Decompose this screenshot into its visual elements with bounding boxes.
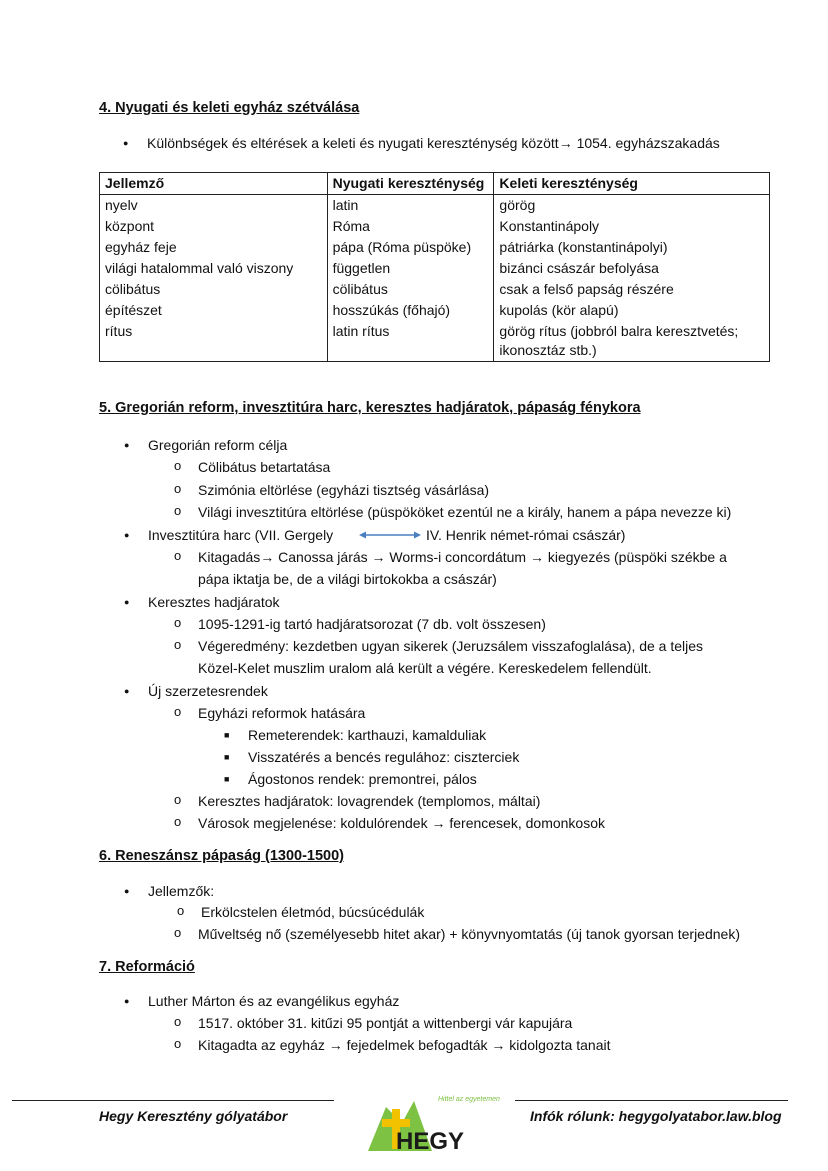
- list-item: o Cölibátus betartatása: [198, 458, 330, 476]
- list-item: o Műveltség nő (személyesebb hitet akar) + könyvnyomtatás (új tanok gyorsan terjednek): [198, 925, 740, 943]
- table-cell: világi hatalommal való viszony: [100, 258, 328, 279]
- table-row: [100, 237, 770, 258]
- list-item: o Kitagadás→ Canossa járás → Worms-i concordátum → kiegyezés (püspöki székbe a: [198, 548, 727, 566]
- table-cell: egyház feje: [100, 237, 328, 258]
- table-cell: cölibátus: [100, 279, 328, 300]
- list-item-continuation: IV. Henrik német-római császár): [426, 527, 626, 543]
- table-header-cell: Keleti kereszténység: [494, 173, 770, 195]
- table-row: [100, 279, 770, 300]
- list-item: ● Gregorián reform célja: [148, 436, 287, 454]
- table-cell: latin: [327, 195, 494, 217]
- table-cell: cölibátus: [327, 279, 494, 300]
- section-5-title: 5. Gregorián reform, invesztitúra harc, keresztes hadjáratok, pápaság fénykora: [99, 400, 641, 416]
- list-item: o 1517. október 31. kitűzi 95 pontját a wittenbergi vár kapujára: [198, 1014, 572, 1032]
- list-item: o Keresztes hadjáratok: lovagrendek (templomos, máltai): [198, 792, 540, 810]
- list-item: ■ Remeterendek: karthauzi, kamalduliak: [248, 726, 486, 744]
- list-item: o Városok megjelenése: koldulórendek → ferencesek, domonkosok: [198, 814, 605, 832]
- footer-left-text: Hegy Keresztény gólyatábor: [99, 1108, 288, 1124]
- list-item-continuation: Közel-Kelet muszlim uralom alá került a végére. Kereskedelem fellendült.: [198, 660, 652, 676]
- list-item: ● Keresztes hadjáratok: [148, 593, 280, 611]
- list-item: o Világi invesztitúra eltörlése (püspököket ezentúl ne a király, hanem a pápa nevezze ki): [198, 503, 731, 521]
- table-cell: Konstantinápoly: [494, 216, 770, 237]
- table-cell: nyelv: [100, 195, 328, 217]
- table-cell: görög: [494, 195, 770, 217]
- list-item: o Szimónia eltörlése (egyházi tisztség vásárlása): [198, 481, 489, 499]
- list-item: o Erkölcstelen életmód, búcsúcédulák: [201, 903, 424, 921]
- section-6-title: 6. Reneszánsz pápaság (1300-1500): [99, 848, 345, 864]
- arrow-icon: →: [558, 135, 573, 151]
- hegy-logo-icon: [366, 1087, 500, 1155]
- table-cell: bizánci császár befolyása: [494, 258, 770, 279]
- double-arrow-icon: [358, 528, 422, 542]
- list-item: ● Új szerzetesrendek: [148, 682, 268, 700]
- table-row: [100, 321, 770, 362]
- footer-rule-left: [12, 1100, 334, 1101]
- table-cell: független: [327, 258, 494, 279]
- list-item: ■ Ágostonos rendek: premontrei, pálos: [248, 770, 477, 788]
- table-cell: pápa (Róma püspöke): [327, 237, 494, 258]
- list-item: ● Luther Márton és az evangélikus egyház: [148, 992, 399, 1010]
- table-header-cell: Jellemző: [100, 173, 328, 195]
- table-cell: latin rítus: [327, 321, 494, 362]
- table-cell: hosszúkás (főhajó): [327, 300, 494, 321]
- section-7-title: 7. Reformáció: [99, 959, 195, 975]
- list-item: o Egyházi reformok hatására: [198, 704, 365, 722]
- footer-right-text: Infók rólunk: hegygolyatabor.law.blog: [530, 1108, 782, 1124]
- table-cell: rítus: [100, 321, 328, 362]
- list-item: ● Jellemzők:: [148, 882, 214, 900]
- table-cell: csak a felső papság részére: [494, 279, 770, 300]
- list-item: ■ Visszatérés a bencés regulához: ciszterciek: [248, 748, 519, 766]
- table-row: [100, 258, 770, 279]
- list-item: o 1095-1291-ig tartó hadjáratsorozat (7 db. volt összesen): [198, 615, 546, 633]
- table-cell: építészet: [100, 300, 328, 321]
- table-row: [100, 216, 770, 237]
- table-cell: kupolás (kör alapú): [494, 300, 770, 321]
- logo-tagline: Hittel az egyetemen: [438, 1096, 500, 1103]
- list-item: ● Invesztitúra harc (VII. Gergely: [148, 526, 333, 544]
- list-item: o Végeredmény: kezdetben ugyan sikerek (Jeruzsálem visszafoglalása), de a teljes: [198, 637, 703, 655]
- table-header-row: [100, 173, 770, 195]
- comparison-table: [99, 172, 770, 362]
- table-cell: központ: [100, 216, 328, 237]
- section-4-title: 4. Nyugati és keleti egyház szétválása: [99, 100, 360, 116]
- list-item: o Kitagadta az egyház → fejedelmek befogadták → kidolgozta tanait: [198, 1036, 610, 1054]
- list-item-continuation: pápa iktatja be, de a világi birtokokba a császár): [198, 571, 497, 587]
- table-row: [100, 300, 770, 321]
- footer-rule-right: [515, 1100, 788, 1101]
- table-cell: Róma: [327, 216, 494, 237]
- section-4-bullet: ● Különbségek és eltérések a keleti és nyugati kereszténység között→ 1054. egyházszakadás: [147, 134, 720, 152]
- table-header-cell: Nyugati kereszténység: [327, 173, 494, 195]
- table-cell: görög rítus (jobbról balra keresztvetés; ikonosztáz stb.): [494, 321, 770, 362]
- logo-wordmark: HEGY: [396, 1128, 465, 1155]
- table-row: [100, 195, 770, 217]
- table-cell: pátriárka (konstantinápolyi): [494, 237, 770, 258]
